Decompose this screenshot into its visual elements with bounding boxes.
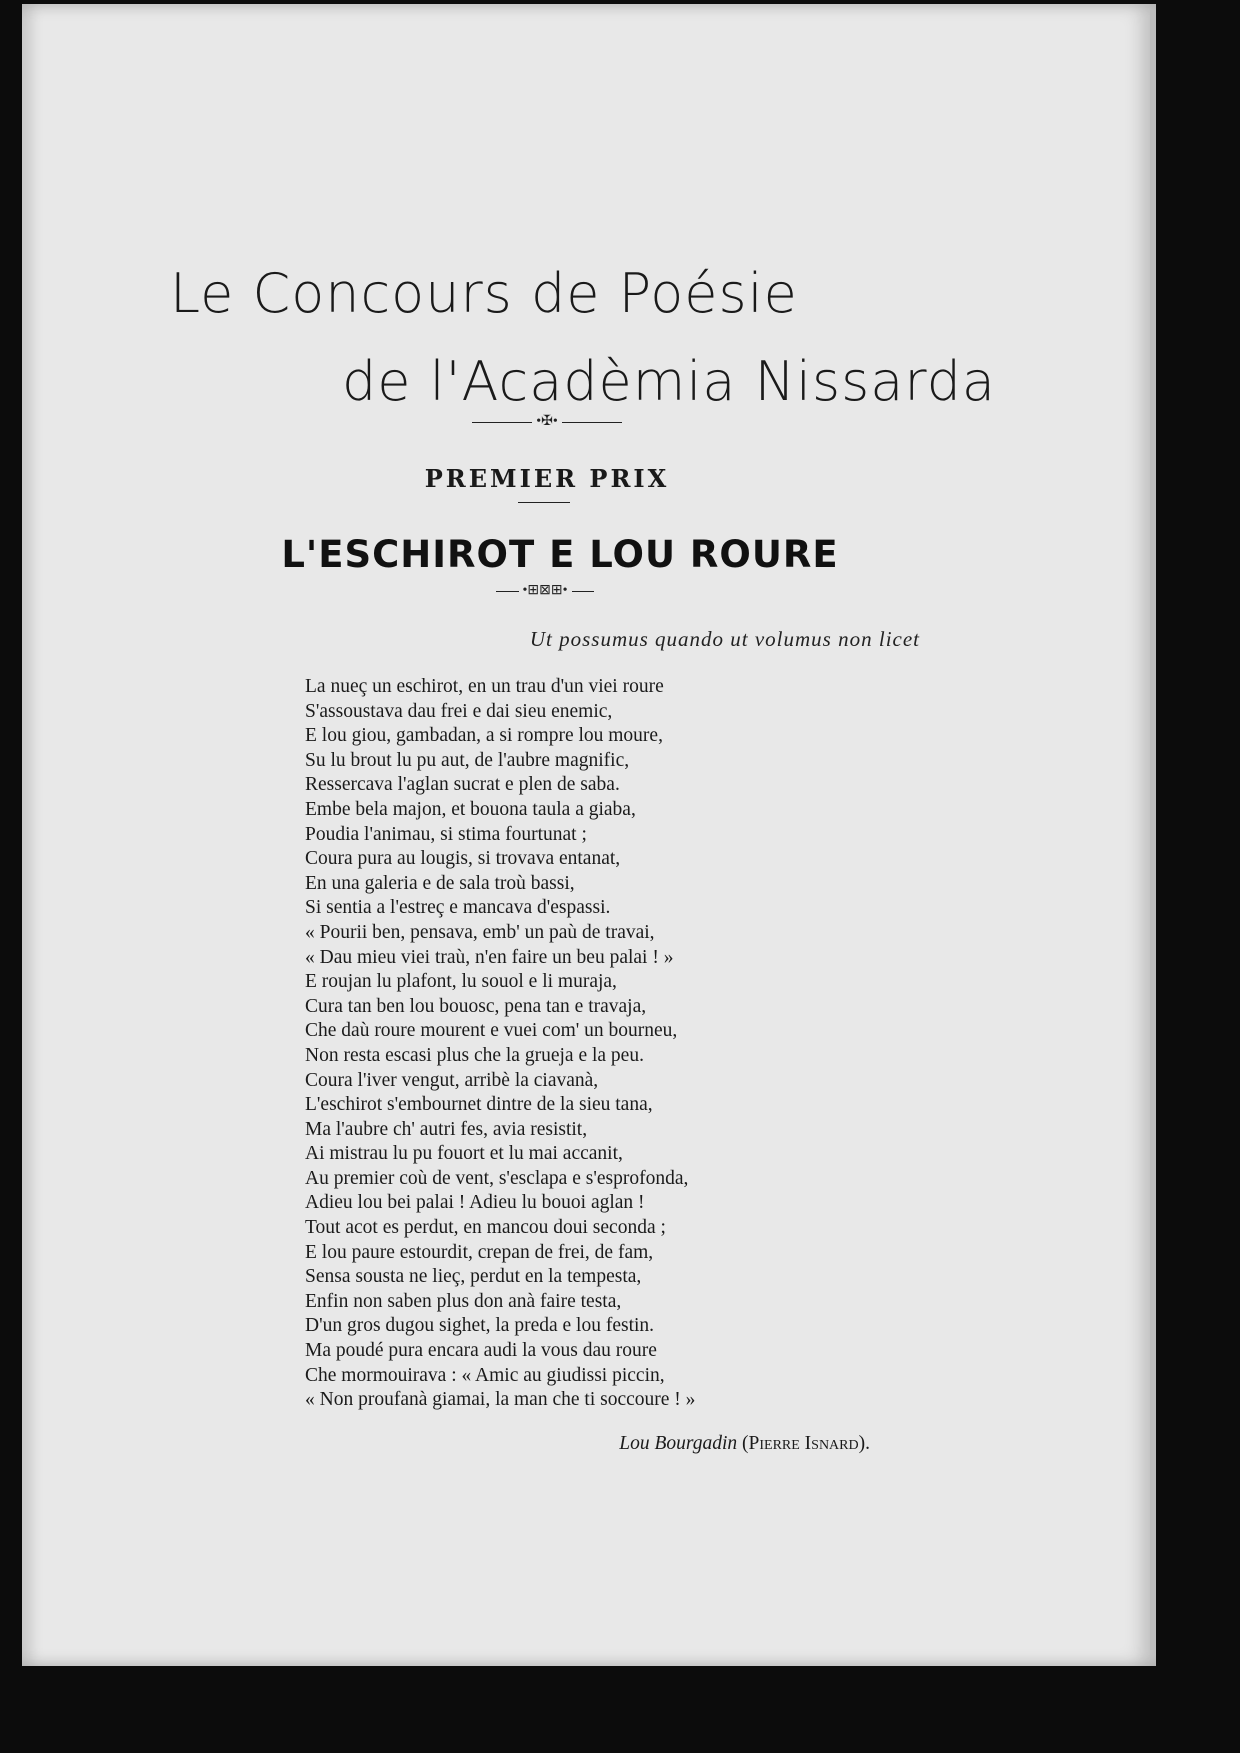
poem-line: Ressercava l'aglan sucrat e plen de saba.: [305, 774, 620, 796]
poem-line: Enfin non saben plus don anà faire testa,: [305, 1290, 622, 1312]
poem-line: Coura l'iver vengut, arribè la ciavanà,: [305, 1069, 599, 1091]
poem-line: E lou giou, gambadan, a si rompre lou moure,: [305, 725, 663, 747]
poem-line: « Dau mieu viei traù, n'en faire un beu palai ! »: [305, 946, 674, 968]
poem-line: Ma l'aubre ch' autri fes, avia resistit,: [305, 1118, 588, 1140]
poem-line: E lou paure estourdit, crepan de frei, de fam,: [305, 1241, 654, 1263]
poem-line: L'eschirot s'embournet dintre de la sieu tana,: [305, 1094, 653, 1116]
ornament-rule-right: [562, 422, 622, 423]
poem-line: Su lu brout lu pu aut, de l'aubre magnific,: [305, 749, 630, 771]
page-edge: [1150, 10, 1156, 1650]
poem-line: « Pourii ben, pensava, emb' un paù de travai,: [305, 921, 655, 943]
poem-title: L'ESCHIROT E LOU ROURE: [281, 533, 839, 576]
poem-title-ornament: [496, 584, 594, 598]
poem-line: En una galeria e de sala troù bassi,: [305, 872, 575, 894]
poem-line: Tout acot es perdut, en mancou doui seconda ;: [305, 1217, 666, 1239]
ornament-glyph: •⊞⊠⊞•: [522, 583, 568, 598]
poem-line: Au premier coù de vent, s'esclapa e s'esprofonda,: [305, 1167, 689, 1189]
poem-line: E roujan lu plafont, lu souol e li muraja,: [305, 971, 617, 993]
poem-line: Ma poudé pura encara audi la vous dau roure: [305, 1340, 657, 1362]
poem-line: Si sentia a l'estreç e mancava d'espassi.: [305, 897, 611, 919]
prize-rule: [518, 502, 570, 503]
poem-line: S'assoustava dau frei e dai sieu enemic,: [305, 700, 613, 722]
poem-body: [305, 675, 845, 1413]
poem-line: Che mormouirava : « Amic au giudissi piccin,: [305, 1364, 665, 1386]
ornament-glyph: •✠•: [536, 414, 558, 429]
epigraph: Ut possumus quando ut volumus non licet: [529, 627, 920, 651]
poem-line: Che daù roure mourent e vuei com' un bourneu,: [305, 1020, 678, 1042]
poem-line: « Non proufanà giamai, la man che ti soccoure ! »: [305, 1389, 696, 1411]
poem-line: Poudia l'animau, si stima fourtunat ;: [305, 823, 587, 845]
poem-line: Cura tan ben lou bouosc, pena tan e travaja,: [305, 995, 647, 1017]
ornament-rule-right: [572, 591, 595, 592]
poem-line: La nueç un eschirot, en un trau d'un viei roure: [305, 676, 664, 697]
poem-line: Adieu lou bei palai ! Adieu lu bouoi aglan !: [305, 1192, 645, 1214]
poem-line: Ai mistrau lu pu fouort et lu mai accanit,: [305, 1143, 623, 1165]
signature: [470, 1433, 870, 1455]
signature-real-name: (Pierre Isnard).: [742, 1433, 870, 1454]
title-ornament: [472, 415, 622, 429]
title-line-2: de l'Acadèmia Nissarda: [342, 350, 997, 413]
ornament-rule-left: [472, 422, 532, 423]
poem-line: Sensa sousta ne lieç, perdut en la tempesta,: [305, 1266, 642, 1288]
ornament-rule-left: [496, 591, 519, 592]
title-line-1: Le Concours de Poésie: [170, 262, 798, 325]
poem-line: Embe bela majon, et bouona taula a giaba,: [305, 798, 636, 820]
signature-pen-name: Lou Bourgadin: [619, 1433, 738, 1454]
poem-line: Non resta escasi plus che la grueja e la peu.: [305, 1044, 644, 1066]
poem-line: D'un gros dugou sighet, la preda e lou festin.: [305, 1315, 655, 1337]
prize-heading: PREMIER PRIX: [424, 464, 670, 493]
poem-line: Coura pura au lougis, si trovava entanat,: [305, 848, 621, 870]
